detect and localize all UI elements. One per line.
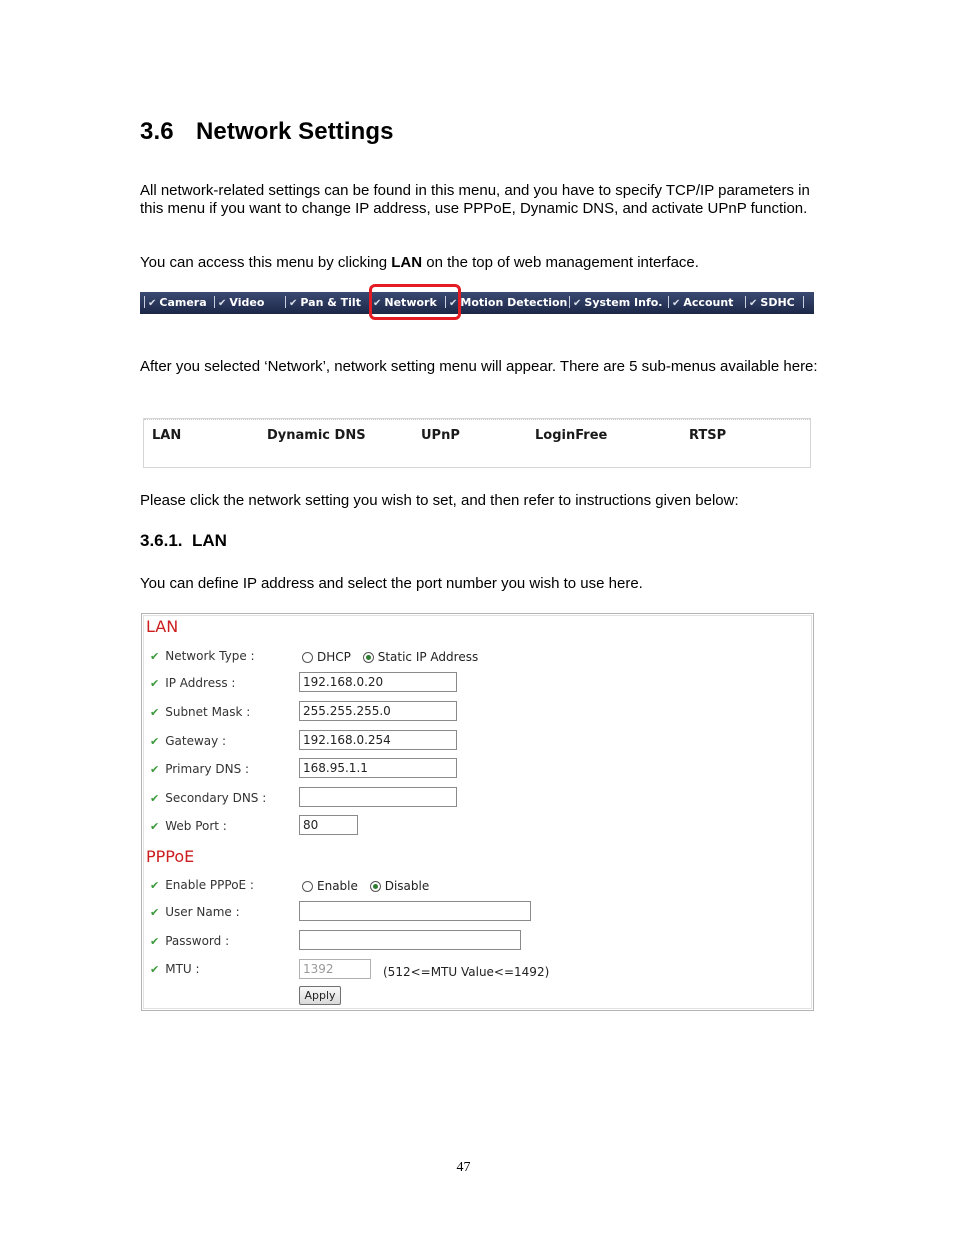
check-icon: ✔ xyxy=(150,879,160,892)
dhcp-radio-label: DHCP xyxy=(317,650,351,664)
check-icon: ✔ xyxy=(150,935,160,948)
lan-group-title: LAN xyxy=(146,617,179,636)
check-icon: ✔ xyxy=(289,298,298,309)
nav-item-camera[interactable]: ✔ Camera xyxy=(144,292,207,314)
user-name-input[interactable] xyxy=(299,901,531,921)
subnet-mask-label: ✔ Subnet Mask : xyxy=(150,705,251,719)
pppoe-enable-radio-label: Enable xyxy=(317,879,358,893)
web-port-label: ✔ Web Port : xyxy=(150,819,227,833)
mtu-hint: (512<=MTU Value<=1492) xyxy=(383,965,550,979)
check-icon: ✔ xyxy=(150,763,160,776)
check-icon: ✔ xyxy=(150,706,160,719)
pppoe-enable-radio[interactable] xyxy=(302,881,313,892)
gateway-input[interactable]: 192.168.0.254 xyxy=(299,730,457,750)
access-text-after: on the top of web management interface. xyxy=(422,254,699,271)
check-icon: ✔ xyxy=(148,298,157,309)
primary-dns-label: ✔ Primary DNS : xyxy=(150,762,250,776)
click-instruction-paragraph: Please click the network setting you wish to set, and then refer to instructions given below: xyxy=(140,492,739,509)
subsection-heading xyxy=(140,531,227,551)
enable-pppoe-radio-group xyxy=(302,879,437,893)
check-icon: ✔ xyxy=(672,298,681,309)
secondary-dns-label: ✔ Secondary DNS : xyxy=(150,791,267,805)
static-ip-radio-label: Static IP Address xyxy=(377,650,479,664)
primary-dns-input[interactable]: 168.95.1.1 xyxy=(299,758,457,778)
check-icon: ✔ xyxy=(150,792,160,805)
nav-item-motion-detection[interactable]: ✔ Motion Detection xyxy=(445,292,567,314)
nav-item-system-info[interactable]: ✔ System Info. xyxy=(569,292,663,314)
subsection-number: 3.6.1. xyxy=(140,531,183,550)
submenu-item-loginfree[interactable]: LoginFree xyxy=(535,428,608,443)
lan-intro-paragraph: You can define IP address and select the port number you wish to use here. xyxy=(140,575,643,592)
check-icon: ✔ xyxy=(749,298,758,309)
apply-button[interactable]: Apply xyxy=(299,986,341,1005)
after-select-paragraph: After you selected ‘Network’, network setting menu will appear. There are 5 sub-menus available here: xyxy=(140,358,818,375)
nav-item-sdhc[interactable]: ✔ SDHC xyxy=(745,292,807,314)
mtu-label: ✔ MTU : xyxy=(150,962,200,976)
static-ip-radio[interactable] xyxy=(363,652,374,663)
pppoe-group-title: PPPoE xyxy=(146,847,195,866)
network-type-radio-group xyxy=(302,650,486,664)
top-nav-bar xyxy=(140,292,814,314)
nav-item-video[interactable]: ✔ Video xyxy=(214,292,264,314)
section-heading xyxy=(140,118,394,146)
network-type-label: ✔ Network Type : xyxy=(150,649,255,663)
submenu-item-upnp[interactable]: UPnP xyxy=(421,428,460,443)
check-icon: ✔ xyxy=(218,298,227,309)
user-name-label: ✔ User Name : xyxy=(150,905,240,919)
pppoe-disable-radio-label: Disable xyxy=(384,879,430,893)
secondary-dns-input[interactable] xyxy=(299,787,457,807)
access-text-before: You can access this menu by clicking xyxy=(140,254,392,271)
check-icon: ✔ xyxy=(449,298,458,309)
access-text-bold: LAN xyxy=(391,254,423,271)
nav-item-pan-tilt[interactable]: ✔ Pan & Tilt xyxy=(285,292,361,314)
check-icon: ✔ xyxy=(150,963,160,976)
submenu-item-lan[interactable]: LAN xyxy=(152,428,182,443)
check-icon: ✔ xyxy=(150,735,160,748)
network-highlight-box xyxy=(369,284,461,320)
intro-paragraph: All network-related settings can be found in this menu, and you have to specify TCP/IP parameters in this menu if you want to change IP address, use PPPoE, Dynamic DNS, and activate UPnP function. xyxy=(140,182,810,217)
submenu-item-rtsp[interactable]: RTSP xyxy=(689,428,727,443)
check-icon: ✔ xyxy=(573,298,582,309)
check-icon: ✔ xyxy=(150,820,160,833)
subsection-title: LAN xyxy=(192,531,227,550)
nav-item-network[interactable]: ✔ Network xyxy=(369,292,437,314)
section-title: Network Settings xyxy=(196,118,394,145)
page-number: 47 xyxy=(456,1160,471,1175)
gateway-label: ✔ Gateway : xyxy=(150,734,227,748)
section-number: 3.6 xyxy=(140,118,174,145)
mtu-input[interactable]: 1392 xyxy=(299,959,371,979)
nav-item-account[interactable]: ✔ Account xyxy=(668,292,733,314)
password-label: ✔ Password : xyxy=(150,934,230,948)
check-icon: ✔ xyxy=(373,298,382,309)
submenu-item-dynamic-dns[interactable]: Dynamic DNS xyxy=(267,428,366,443)
enable-pppoe-label: ✔ Enable PPPoE : xyxy=(150,878,254,892)
dhcp-radio[interactable] xyxy=(302,652,313,663)
password-input[interactable] xyxy=(299,930,521,950)
check-icon: ✔ xyxy=(150,650,160,663)
check-icon: ✔ xyxy=(150,677,160,690)
web-port-input[interactable]: 80 xyxy=(299,815,358,835)
access-paragraph xyxy=(140,254,820,272)
network-submenu xyxy=(143,418,811,468)
pppoe-disable-radio[interactable] xyxy=(370,881,381,892)
subnet-mask-input[interactable]: 255.255.255.0 xyxy=(299,701,457,721)
ip-address-input[interactable]: 192.168.0.20 xyxy=(299,672,457,692)
check-icon: ✔ xyxy=(150,906,160,919)
ip-address-label: ✔ IP Address : xyxy=(150,676,236,690)
lan-settings-panel xyxy=(141,613,814,1011)
